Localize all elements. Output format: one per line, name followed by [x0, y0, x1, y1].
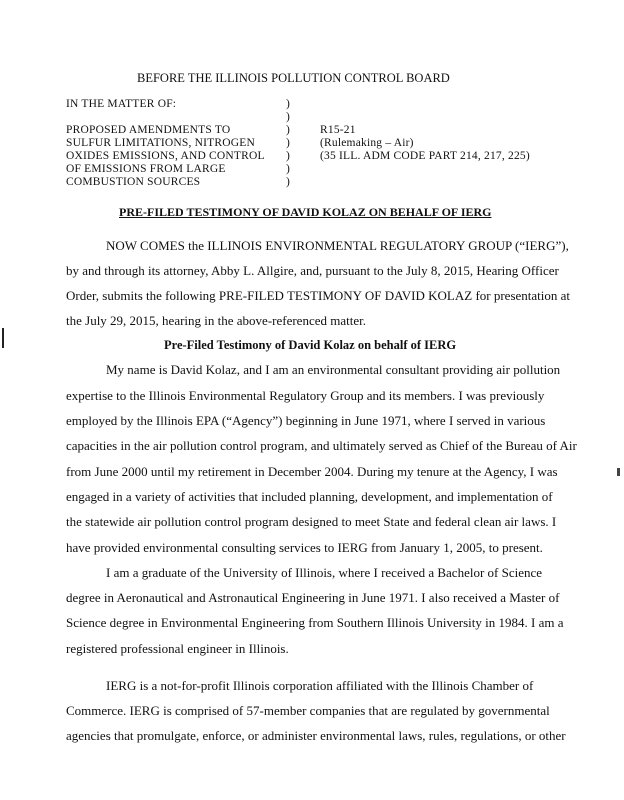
caption-paren: ) — [286, 124, 291, 136]
para1-line: from June 2000 until my retirement in December 2004. During my tenure at the Agency, I was — [66, 464, 558, 479]
para3-line: IERG is a not-for-profit Illinois corporation affiliated with the Illinois Chamber of — [106, 678, 534, 693]
para3-line: agencies that promulgate, enforce, or administer environmental laws, rules, regulations, or other — [66, 728, 566, 743]
para1-line: the statewide air pollution control program designed to meet State and federal clean air laws. I — [66, 514, 557, 529]
caption-paren: ) — [286, 176, 291, 188]
para1-line: employed by the Illinois EPA (“Agency”) beginning in June 1971, where I served in various — [66, 413, 546, 428]
caption-left-line: PROPOSED AMENDMENTS TO — [66, 124, 231, 136]
para2-line: registered professional engineer in Illinois. — [66, 641, 289, 656]
para2-line: I am a graduate of the University of Illinois, where I received a Bachelor of Science — [106, 565, 543, 580]
para1-line: capacities in the air pollution control program, and ultimately served as Chief of the Bureau of Air — [66, 438, 577, 453]
intro-line: by and through its attorney, Abby L. Allgire, and, pursuant to the July 8, 2015, Hearing Officer — [66, 263, 559, 278]
para1-line: engaged in a variety of activities that included planning, development, and implementation of — [66, 489, 553, 504]
margin-tick — [617, 468, 620, 476]
caption-matter: IN THE MATTER OF: — [66, 98, 177, 110]
para2-line: Science degree in Environmental Engineering from Southern Illinois University in 1984. I am a — [66, 615, 564, 630]
document-title: PRE-FILED TESTIMONY OF DAVID KOLAZ ON BEHALF OF IERG — [119, 205, 492, 219]
intro-line: the July 29, 2015, hearing in the above-referenced matter. — [66, 313, 366, 328]
caption-paren: ) — [286, 150, 291, 162]
para1-line: My name is David Kolaz, and I am an environmental consultant providing air pollution — [106, 362, 561, 377]
caption-left-line: COMBUSTION SOURCES — [66, 176, 201, 188]
docket-number: R15-21 — [320, 124, 356, 136]
para2-line: degree in Aeronautical and Astronautical Engineering in June 1971. I also received a Master of — [66, 590, 560, 605]
caption-paren: ) — [286, 137, 291, 149]
caption-paren: ) — [286, 98, 291, 110]
caption-left-line: SULFUR LIMITATIONS, NITROGEN — [66, 137, 255, 149]
para1-line: expertise to the Illinois Environmental Regulatory Group and its members. I was previously — [66, 388, 545, 403]
para1-line: have provided environmental consulting services to IERG from January 1, 2005, to present. — [66, 540, 543, 555]
caption-left-line: OF EMISSIONS FROM LARGE — [66, 163, 226, 175]
section-subheading: Pre-Filed Testimony of David Kolaz on behalf of IERG — [164, 338, 457, 352]
caption-left-line: OXIDES EMISSIONS, AND CONTROL — [66, 150, 265, 162]
margin-mark — [2, 328, 4, 348]
caption-paren: ) — [286, 111, 291, 123]
intro-line: Order, submits the following PRE-FILED TESTIMONY OF DAVID KOLAZ for presentation at — [66, 288, 571, 303]
para3-line: Commerce. IERG is comprised of 57-member companies that are regulated by governmental — [66, 703, 550, 718]
intro-line: NOW COMES the ILLINOIS ENVIRONMENTAL REGULATORY GROUP (“IERG”), — [106, 238, 569, 253]
board-header: BEFORE THE ILLINOIS POLLUTION CONTROL BOARD — [137, 71, 450, 85]
caption-paren: ) — [286, 163, 291, 175]
rulemaking-type: (Rulemaking – Air) — [320, 137, 414, 149]
code-reference: (35 ILL. ADM CODE PART 214, 217, 225) — [320, 150, 530, 162]
